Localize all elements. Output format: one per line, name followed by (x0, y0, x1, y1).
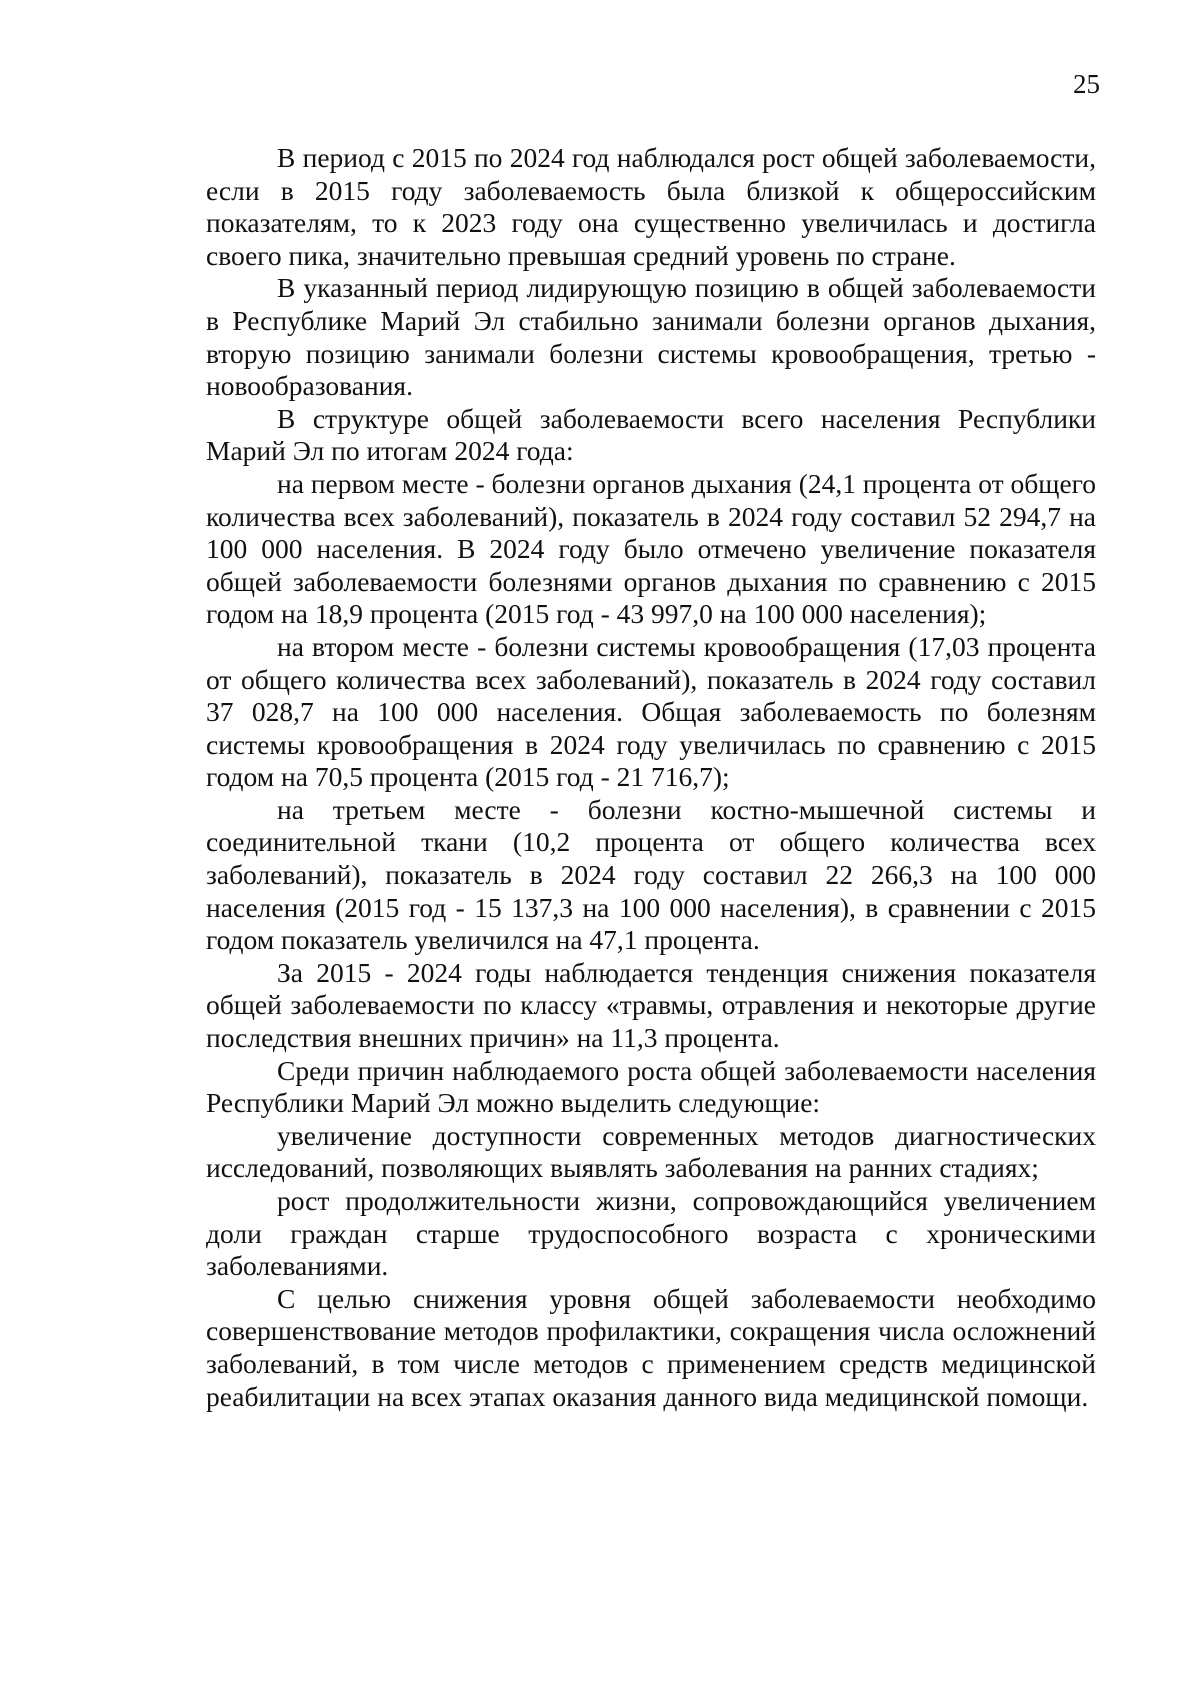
paragraph: В период с 2015 по 2024 год наблюдался рост общей заболеваемости, если в 2015 году заболеваемость была близкой к общероссийским показателям, то к 2023 году она существенно увеличилась и достигла своего пика, значительно превышая средний уровень по стране. (206, 142, 1096, 271)
paragraph: рост продолжительности жизни, сопровождающийся увеличением доли граждан старше трудоспособного возраста с хроническими заболеваниями. (206, 1185, 1096, 1282)
paragraph: на первом месте - болезни органов дыхания (24,1 процента от общего количества всех заболеваний), показатель в 2024 году составил 52 294,7 на 100 000 населения. В 2024 году было отмечено увеличение показателя общей заболеваемости болезнями органов дыхания по сравнению с 2015 годом на 18,9 процента (2015 год - 43 997,0 на 100 000 населения); (206, 467, 1096, 630)
paragraph: В структуре общей заболеваемости всего населения Республики Марий Эл по итогам 2024 года: (206, 402, 1096, 467)
paragraph: За 2015 - 2024 годы наблюдается тенденция снижения показателя общей заболеваемости по классу «травмы, отравления и некоторые другие последствия внешних причин» на 11,3 процента. (206, 956, 1096, 1054)
page-number: 25 (1073, 69, 1100, 99)
paragraph: на втором месте - болезни системы кровообращения (17,03 процента от общего количества всех заболеваний), показатель в 2024 году составил 37 028,7 на 100 000 населения. Общая заболеваемость по болезням системы кровообращения в 2024 году увеличилась по сравнению с 2015 годом на 70,5 процента (2015 год - 21 716,7); (206, 630, 1096, 793)
paragraph: увеличение доступности современных методов диагностических исследований, позволяющих выявлять заболевания на ранних стадиях; (206, 1119, 1096, 1184)
paragraph: на третьем месте - болезни костно-мышечной системы и соединительной ткани (10,2 процента от общего количества всех заболеваний), показатель в 2024 году составил 22 266,3 на 100 000 населения (2015 год - 15 137,3 на 100 000 населения), в сравнении с 2015 годом показатель увеличился на 47,1 процента. (206, 793, 1096, 956)
paragraph: В указанный период лидирующую позицию в общей заболеваемости в Республике Марий Эл стабильно занимали болезни органов дыхания, вторую позицию занимали болезни системы кровообращения, третью - новообразования. (206, 272, 1096, 402)
document-body (206, 142, 1096, 1413)
paragraph: Среди причин наблюдаемого роста общей заболеваемости населения Республики Марий Эл можно выделить следующие: (206, 1054, 1096, 1119)
paragraph: С целью снижения уровня общей заболеваемости необходимо совершенствование методов профилактики, сокращения числа осложнений заболеваний, в том числе методов с применением средств медицинской реабилитации на всех этапах оказания данного вида медицинской помощи. (206, 1282, 1096, 1412)
